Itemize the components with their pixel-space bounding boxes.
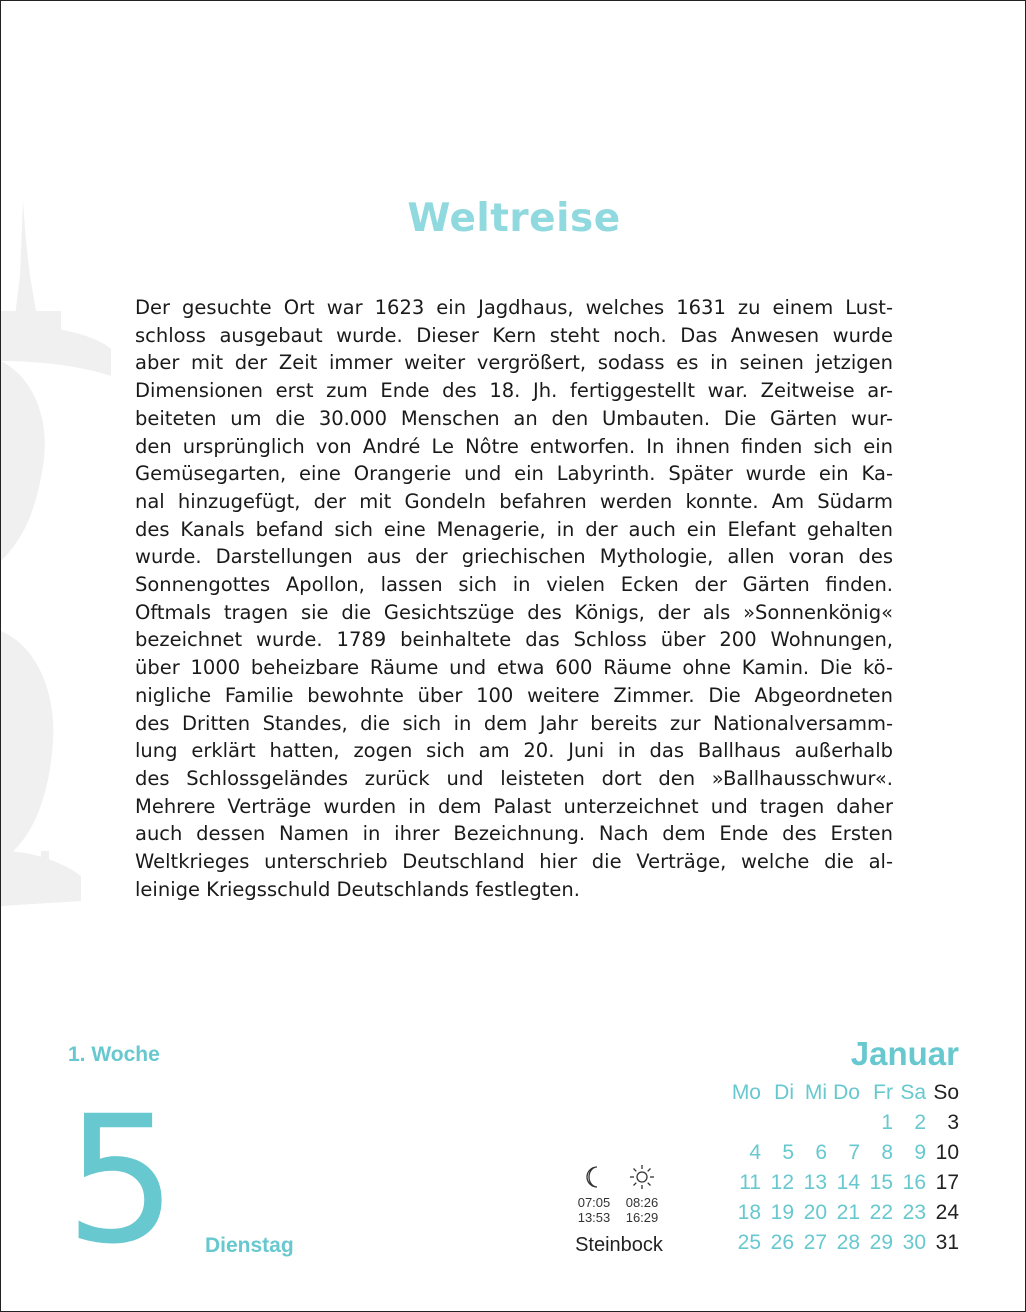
world-landmarks-silhouette-icon [1,201,111,921]
body-line: lung erklärt hatten, zogen sich am 20. Juni in das Ballhaus außerhalb [135,739,893,763]
calendar-day: 14 [836,1171,860,1194]
body-line: leinige Kriegsschuld Deutschlands festlegten. [135,877,580,901]
body-line: den ursprünglich von André Le Nôtre entworfen. In ihnen finden sich ein [135,434,893,458]
moon-rise: 07:05 [577,1195,611,1210]
calendar-day: 29 [869,1231,893,1254]
calendar-day: 19 [770,1201,794,1224]
sun-times [617,1164,667,1225]
calendar-day: 17 [935,1171,959,1194]
body-line: aber mit der Zeit immer weiter vergrößert, sodass es in seinen jetzigen [135,351,893,375]
calendar-weekday-header [729,1079,963,1109]
calendar-day: 5 [782,1141,794,1164]
calendar-day: 28 [836,1231,860,1254]
calendar-day: 8 [881,1141,893,1164]
calendar-day: 23 [902,1201,926,1224]
body-line: des Schlossgeländes zurück und leisteten dort den »Ballhausschwur«. [135,766,893,790]
week-label: 1. Woche [68,1043,160,1066]
body-line: Oftmals tragen sie die Gesichtszüge des Königs, der als »Sonnenkönig« [135,600,893,624]
calendar-day: 15 [869,1171,893,1194]
sun-set: 16:29 [625,1210,659,1225]
body-line: des Dritten Standes, die sich in dem Jahr bereits zur Nationalversamm- [135,711,893,735]
sun-rise: 08:26 [625,1195,659,1210]
calendar-day: 11 [739,1171,761,1194]
moon-set: 13:53 [577,1210,611,1225]
weekday-name: Dienstag [205,1234,294,1257]
calendar-day: 3 [947,1111,959,1134]
calendar-weekday: Fr [873,1081,893,1104]
day-number: 5 [65,1078,177,1283]
calendar-weekday: Di [774,1081,794,1104]
calendar-day: 27 [803,1231,827,1254]
body-line: des Kanals befand sich eine Menagerie, in der auch ein Elefant gehalten [135,517,893,541]
body-line: nal hinzugefügt, der mit Gondeln befahren werden konnte. Am Südarm [135,489,893,513]
calendar-day: 13 [803,1171,827,1194]
calendar-day: 18 [737,1201,761,1224]
calendar-week-row [729,1199,963,1229]
calendar-day: 25 [737,1231,761,1254]
calendar-week-row [729,1139,963,1169]
calendar-day: 1 [881,1111,893,1134]
calendar-weekday: So [933,1081,959,1104]
body-line: Der gesuchte Ort war 1623 ein Jagdhaus, welches 1631 zu einem Lust- [135,296,893,319]
body-line: wurde. Darstellungen aus der griechischen Mythologie, allen voran des [135,545,893,569]
calendar-weekday: Do [833,1081,860,1104]
month-name: Januar [850,1035,959,1072]
calendar-day: 10 [935,1141,959,1164]
calendar-week-row [729,1109,963,1139]
mini-calendar [729,1079,963,1259]
body-line: beiteten um die 30.000 Menschen an den Umbauten. Die Gärten wur- [135,406,893,430]
calendar-day: 24 [935,1201,959,1224]
calendar-day: 30 [902,1231,926,1254]
calendar-day: 26 [770,1231,794,1254]
calendar-week-row [729,1169,963,1199]
body-line: Sonnengottes Apollon, lassen sich in vielen Ecken der Gärten finden. [135,573,893,597]
body-line: nigliche Familie bewohnte über 100 weitere Zimmer. Die Abgeordneten [135,683,893,707]
body-line: über 1000 beheizbare Räume und etwa 600 Räume ohne Kamin. Die kö- [135,656,893,680]
body-line: Dimensionen erst zum Ende des 18. Jh. fertiggestellt war. Zeitweise ar- [135,379,893,403]
calendar-day: 20 [803,1201,827,1224]
body-line: Weltkrieges unterschrieb Deutschland hier die Verträge, welche die al- [135,850,893,874]
body-line: auch dessen Namen in ihrer Bezeichnung. Nach dem Ende des Ersten [135,822,893,846]
calendar-weekday: Mo [731,1081,761,1104]
moon-icon [581,1164,607,1190]
body-line: Mehrere Verträge wurden in dem Palast unterzeichnet und tragen daher [135,794,893,818]
calendar-day: 6 [815,1141,827,1164]
calendar-day: 22 [869,1201,893,1224]
calendar-day: 7 [848,1141,860,1164]
article-body [135,294,893,903]
body-line: Gemüsegarten, eine Orangerie und ein Labyrinth. Später wurde ein Ka- [135,462,893,486]
zodiac-sign: Steinbock [575,1234,663,1256]
calendar-weekday: Sa [900,1081,926,1104]
calendar-day: 16 [902,1171,926,1194]
calendar-weekday: Mi [804,1081,827,1104]
body-line: schloss ausgebaut wurde. Dieser Kern steht noch. Das Anwesen wurde [135,323,893,347]
calendar-day: 4 [749,1141,761,1164]
calendar-day: 2 [914,1111,926,1134]
calendar-day: 21 [836,1201,860,1224]
sun-icon [629,1164,655,1190]
calendar-day: 31 [935,1231,959,1254]
calendar-day: 12 [770,1171,794,1194]
page-title: Weltreise [407,196,621,241]
body-line: bezeichnet wurde. 1789 beinhaltete das Schloss über 200 Wohnungen, [135,628,893,652]
moon-times [569,1164,619,1225]
calendar-day: 9 [914,1141,926,1164]
calendar-week-row [729,1229,963,1259]
